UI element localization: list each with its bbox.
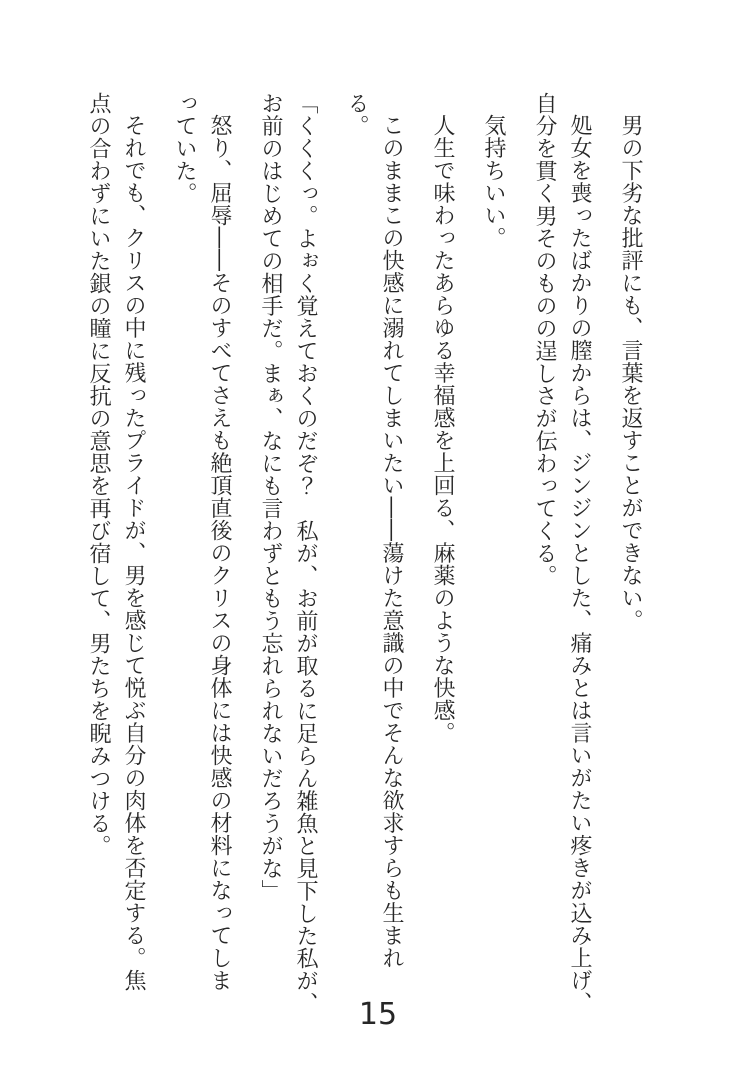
text-line: それでも、クリスの中に残ったプライドが、男を感じて悦ぶ自分の肉体を否定する。焦 [121, 114, 146, 992]
text-line: お前のはじめての相手だ。まぁ、なにも言わずともう忘れられないだろうがな」 [258, 92, 283, 902]
paragraph [425, 92, 460, 1015]
text-line: 怒り、屈辱――そのすべてさえも絶頂直後のクリスの身体には快感の材料になってしま [207, 114, 232, 992]
text-line: 「くくくっ。よぉく覚えておくのだぞ？ 私が、お前が取るに足らん雑魚と見下した私が、 [293, 92, 318, 1015]
paragraph [613, 92, 648, 1015]
paragraph [81, 92, 151, 1015]
paragraph [339, 92, 409, 1015]
text-block [81, 92, 648, 1015]
text-line: 自分を貫く男そのものの逞しさが伝わってくる。 [532, 92, 557, 587]
text-line: っていた。 [172, 92, 197, 205]
paragraph [527, 92, 597, 1015]
text-line: 処女を喪ったばかりの膣からは、ジンジンとした、痛みとは言いがたい疼きが込み上げ、 [567, 114, 592, 1014]
paragraph [476, 92, 511, 1015]
paragraph [167, 92, 237, 1015]
text-line: このままこの快感に溺れてしまいたい――蕩けた意識の中でそんな欲求すらも生まれ [379, 114, 404, 969]
paragraph [253, 92, 323, 1015]
text-line: 点の合わずにいた銀の瞳に反抗の意思を再び宿して、男たちを睨みつける。 [86, 92, 111, 857]
text-line: る。 [344, 92, 369, 137]
text-line: 男の下劣な批評にも、言葉を返すことができない。 [618, 114, 643, 632]
text-line: 気持ちいい。 [481, 114, 506, 249]
page-number: 15 [358, 997, 398, 1032]
text-line: 人生で味わったあらゆる幸福感を上回る、麻薬のような快感。 [430, 114, 455, 744]
